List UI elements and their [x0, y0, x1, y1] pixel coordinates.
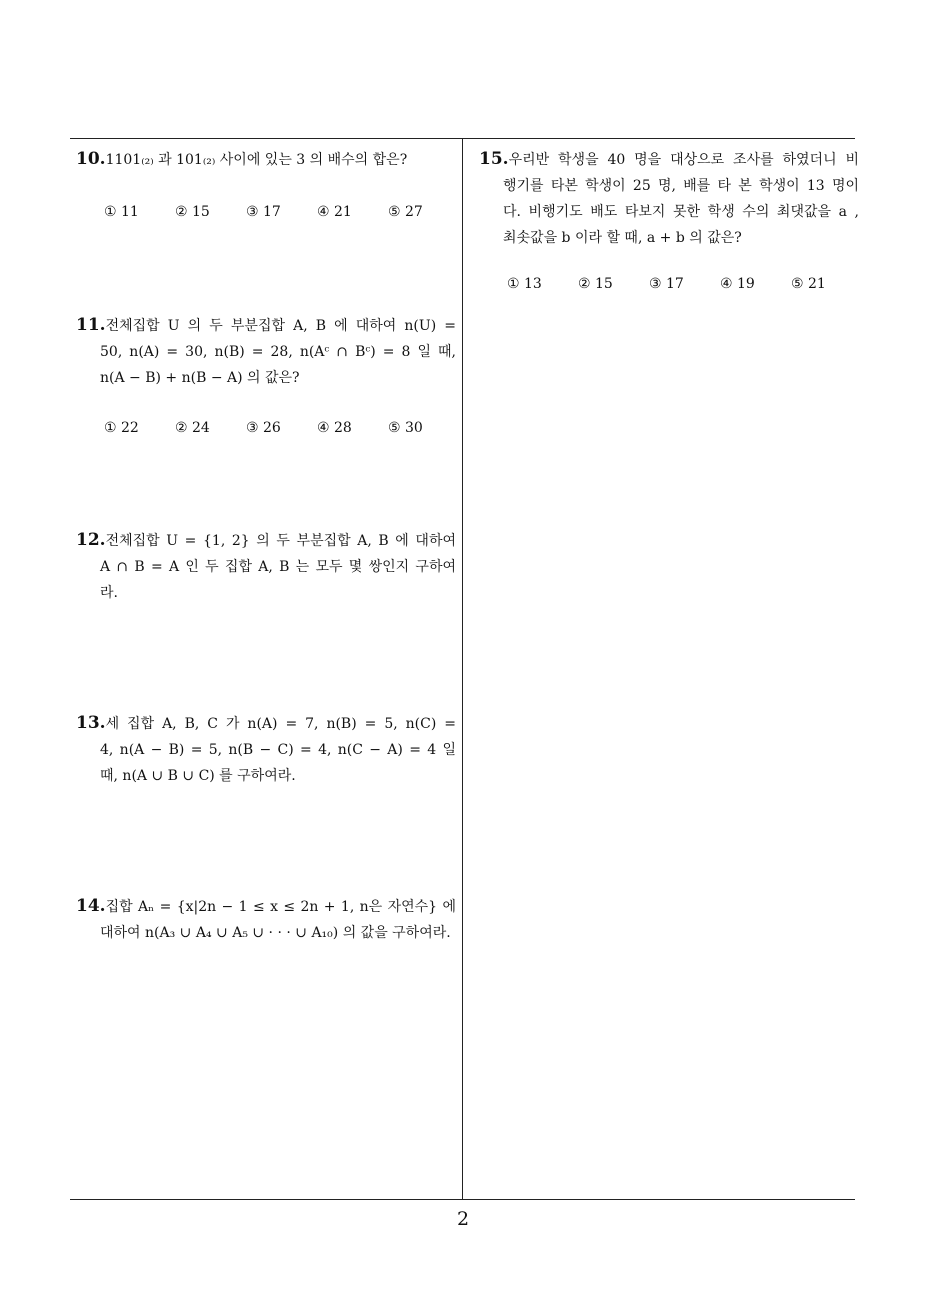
choice-5[interactable]: ⑤ 30: [388, 420, 423, 436]
question-12: [76, 527, 456, 606]
question-13-line-2: 4, n(A − B) = 5, n(B − C) = 4, n(C − A) = 4 일: [100, 742, 456, 758]
question-15-choices: [507, 276, 862, 292]
question-15-line-4: 최솟값을 b 이라 할 때, a + b 의 값은?: [503, 230, 742, 246]
question-10-line-1: 10.1101₍₂₎ 과 101₍₂₎ 사이에 있는 3 의 배수의 합은?: [76, 149, 408, 169]
question-11-line-2: 50, n(A) = 30, n(B) = 28, n(Aᶜ ∩ Bᶜ) = 8 일 때,: [100, 344, 456, 360]
question-14: [76, 893, 456, 946]
question-10-choices: [104, 204, 459, 220]
question-14-line-1: 14.집합 Aₙ = {x|2n − 1 ≤ x ≤ 2n + 1, n은 자연수} 에: [76, 896, 456, 916]
choice-1[interactable]: ① 22: [104, 420, 139, 436]
question-11: [76, 312, 456, 391]
question-number: 14.: [76, 896, 106, 916]
question-14-line-2: 대하여 n(A₃ ∪ A₄ ∪ A₅ ∪ · · · ∪ A₁₀) 의 값을 구하여라.: [100, 925, 451, 941]
question-15-line-1: 15.우리반 학생을 40 명을 대상으로 조사를 하였더니 비: [479, 149, 859, 169]
question-number: 15.: [479, 149, 509, 169]
question-13: [76, 710, 456, 789]
question-15-line-3: 다. 비행기도 배도 타보지 못한 학생 수의 최댓값을 a ,: [503, 204, 859, 220]
choice-2[interactable]: ② 24: [175, 420, 210, 436]
column-divider: [462, 138, 463, 1200]
question-15-line-2: 행기를 타본 학생이 25 명, 배를 타 본 학생이 13 명이: [503, 178, 859, 194]
question-number: 11.: [76, 315, 106, 335]
question-11-line-1: 11.전체집합 U 의 두 부분집합 A, B 에 대하여 n(U) =: [76, 315, 456, 335]
choice-5[interactable]: ⑤ 21: [791, 276, 826, 292]
question-number: 13.: [76, 713, 106, 733]
page-number: 2: [456, 1208, 470, 1230]
choice-3[interactable]: ③ 17: [246, 204, 281, 220]
choice-4[interactable]: ④ 21: [317, 204, 352, 220]
question-12-line-3: 라.: [100, 585, 118, 601]
question-15: [479, 146, 859, 251]
choice-1[interactable]: ① 13: [507, 276, 542, 292]
question-11-choices: [104, 420, 459, 436]
choice-1[interactable]: ① 11: [104, 204, 139, 220]
choice-2[interactable]: ② 15: [578, 276, 613, 292]
question-13-line-3: 때, n(A ∪ B ∪ C) 를 구하여라.: [100, 768, 296, 784]
question-11-line-3: n(A − B) + n(B − A) 의 값은?: [100, 370, 300, 386]
choice-3[interactable]: ③ 26: [246, 420, 281, 436]
bottom-rule: [70, 1199, 855, 1200]
choice-4[interactable]: ④ 28: [317, 420, 352, 436]
choice-4[interactable]: ④ 19: [720, 276, 755, 292]
choice-2[interactable]: ② 15: [175, 204, 210, 220]
question-number: 12.: [76, 530, 106, 550]
question-10: [76, 146, 456, 173]
choice-3[interactable]: ③ 17: [649, 276, 684, 292]
question-13-line-1: 13.세 집합 A, B, C 가 n(A) = 7, n(B) = 5, n(C) =: [76, 713, 456, 733]
question-12-line-1: 12.전체집합 U = {1, 2} 의 두 부분집합 A, B 에 대하여: [76, 530, 456, 550]
choice-5[interactable]: ⑤ 27: [388, 204, 423, 220]
question-12-line-2: A ∩ B = A 인 두 집합 A, B 는 모두 몇 쌍인지 구하여: [100, 559, 456, 575]
question-number: 10.: [76, 149, 106, 169]
